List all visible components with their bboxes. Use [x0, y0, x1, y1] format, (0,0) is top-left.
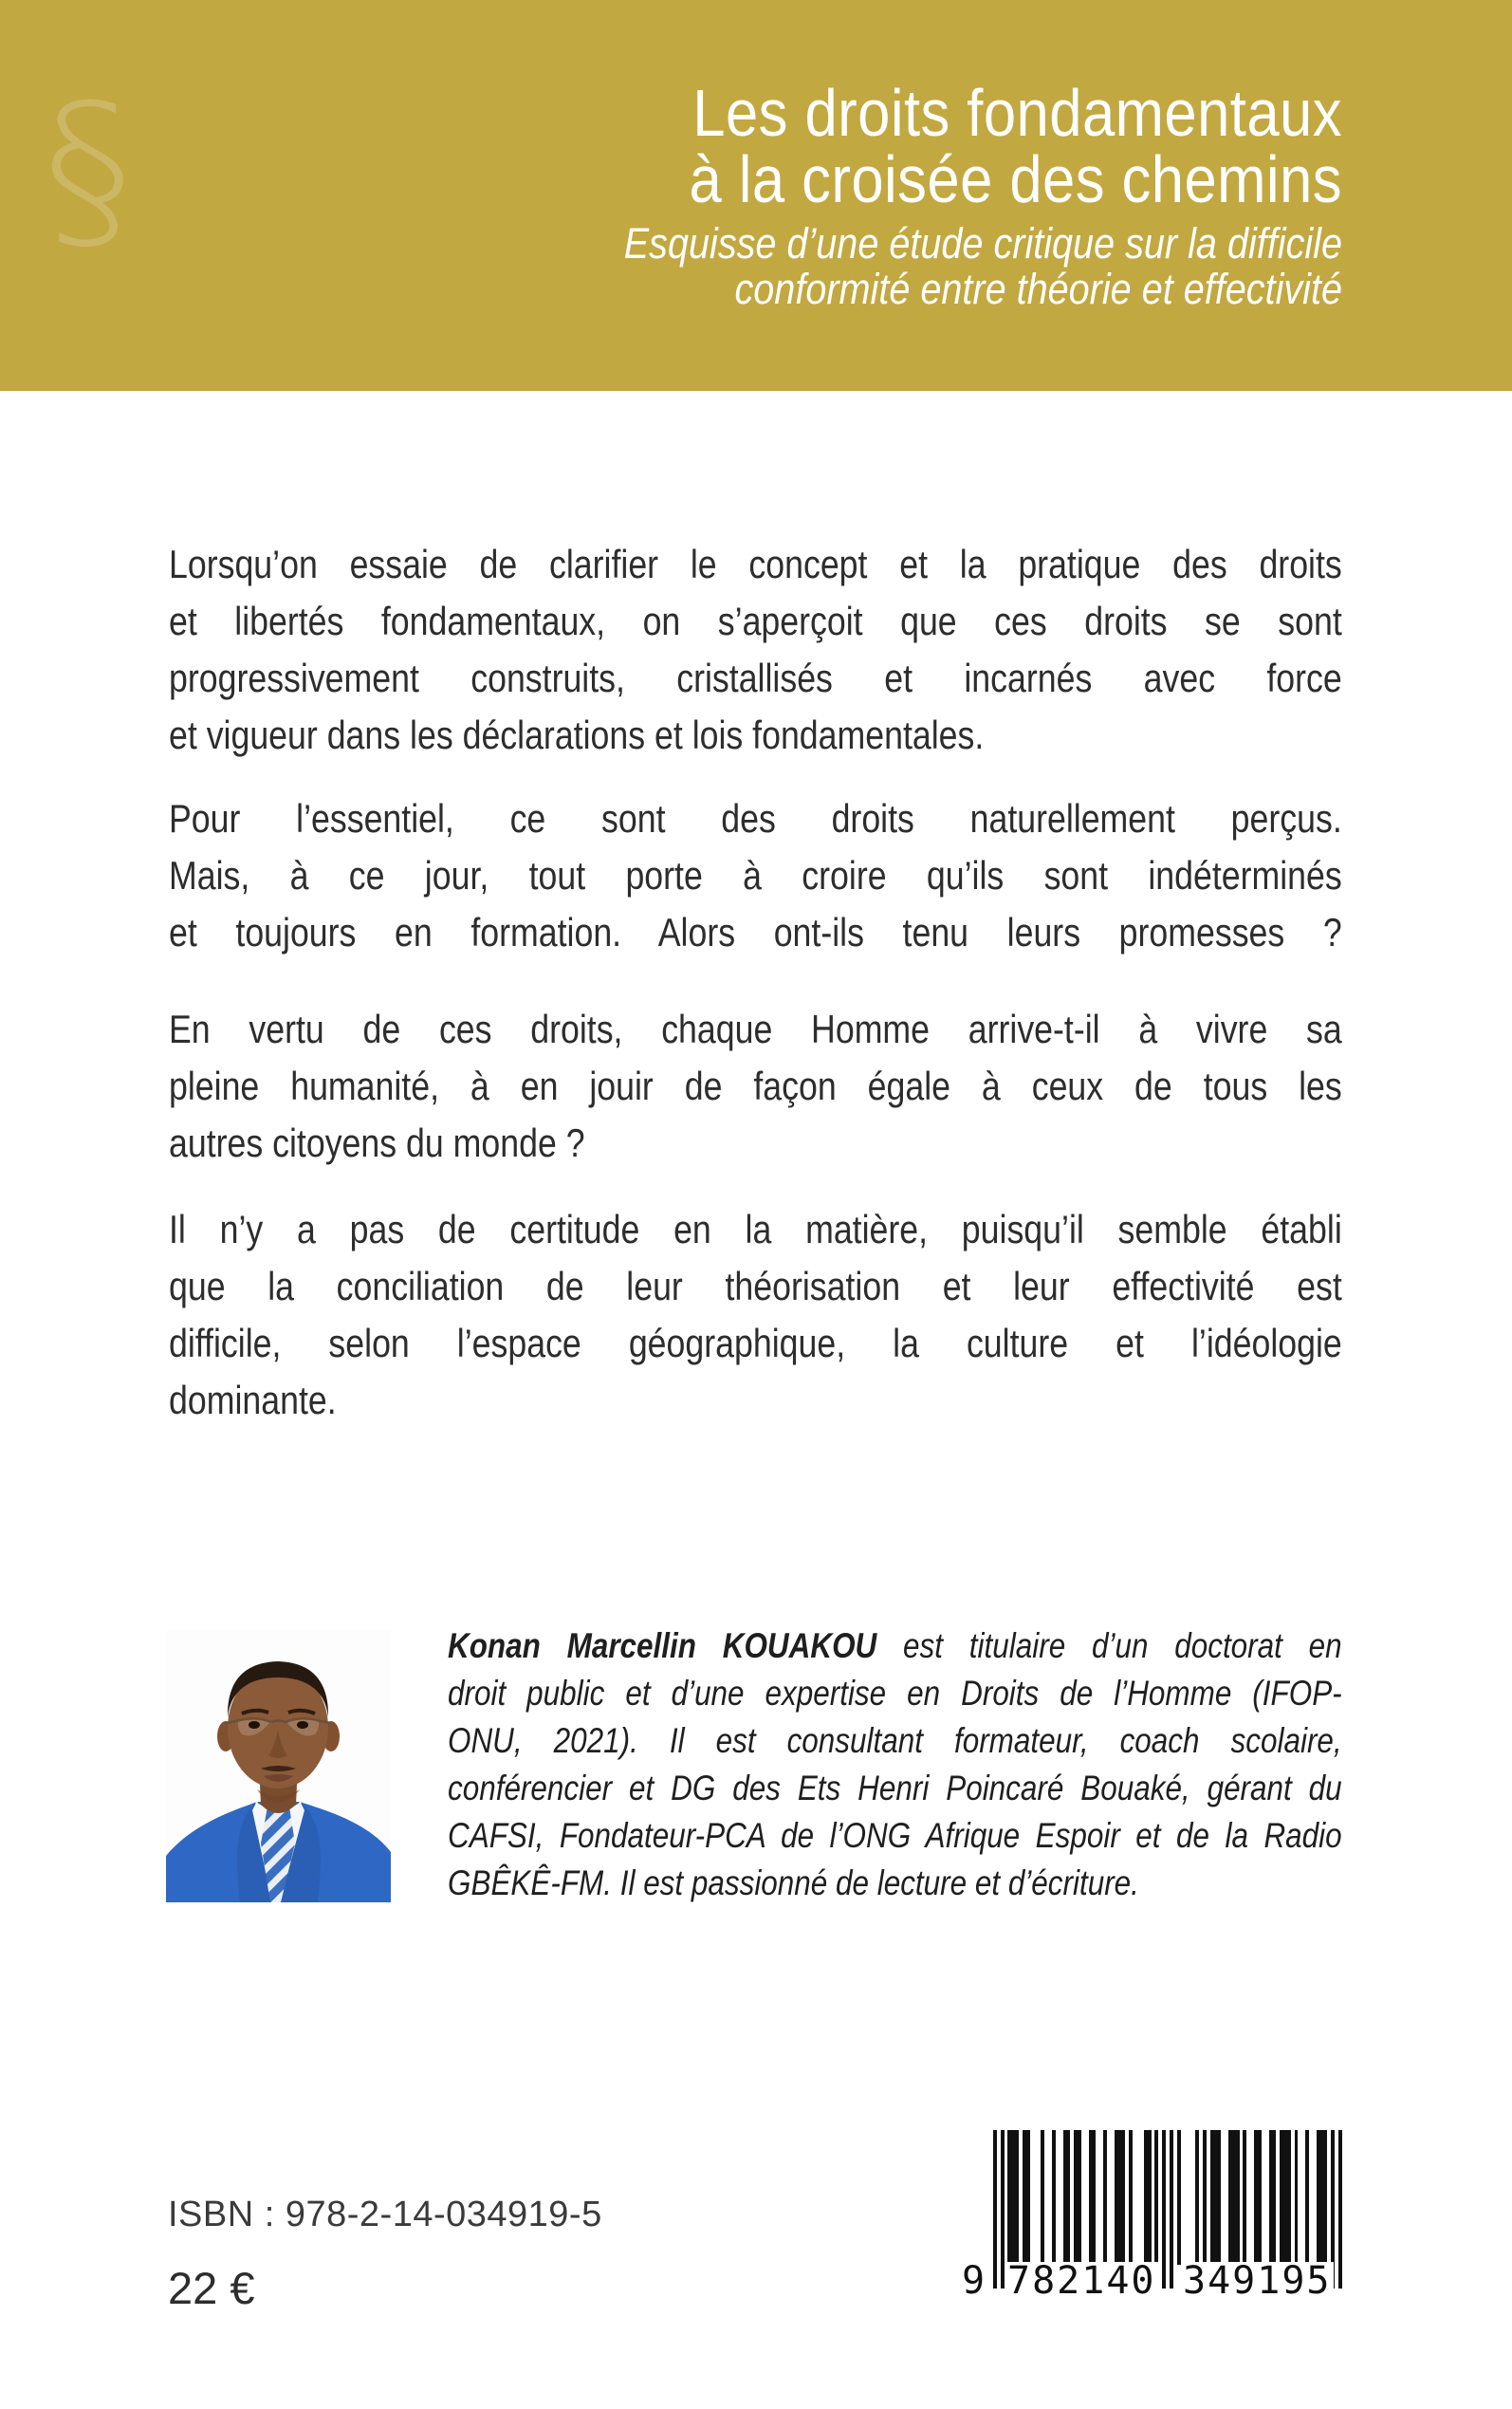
paragraph-line: et libertés fondamentaux, on s’aperçoit que ces droits se sont	[169, 599, 1342, 643]
paragraph-line: progressivement construits, cristallisés et incarnés avec force	[169, 656, 1342, 700]
barcode-bar	[1103, 2130, 1107, 2265]
paragraph-line: Mais, à ce jour, tout porte à croire qu’ils sont indéterminés	[169, 853, 1342, 898]
barcode-bar	[1243, 2130, 1246, 2265]
barcode-bar	[1154, 2130, 1158, 2265]
book-title-line-1: Les droits fondamentaux	[692, 76, 1342, 150]
paragraph-line: autres citoyens du monde ?	[169, 1121, 585, 1165]
paragraph-line: dominante.	[169, 1378, 337, 1422]
paragraph-3	[169, 1001, 1342, 1172]
barcode-bar	[1203, 2130, 1207, 2265]
paragraph-line: Pour l’essentiel, ce sont des droits naturellement perçus.	[169, 796, 1342, 841]
author-photo	[166, 1630, 391, 1902]
bio-line: ONU, 2021). Il est consultant formateur, coach scolaire,	[448, 1721, 1342, 1760]
bio-line: GBÊKÊ-FM. Il est passionné de lecture et d’écriture.	[448, 1863, 1139, 1902]
barcode-bar	[1338, 2130, 1342, 2289]
barcode-bar	[1177, 2130, 1181, 2265]
barcode-bar	[1210, 2130, 1222, 2265]
barcode-right-digits: 349195	[1183, 2259, 1332, 2303]
barcode-bar	[1129, 2130, 1133, 2265]
header-band	[0, 0, 1512, 391]
barcode-bar	[1305, 2130, 1309, 2265]
barcode-bar	[1007, 2130, 1019, 2265]
author-name: Konan Marcellin KOUAKOU	[448, 1626, 877, 1665]
bio-line: CAFSI, Fondateur-PCA de l’ONG Afrique Espoir et de la Radio	[448, 1816, 1342, 1855]
bio-line: droit public et d’une expertise en Droits de l’Homme (IFOP-	[448, 1674, 1342, 1713]
barcode-bar	[1295, 2130, 1299, 2265]
paragraph-line: Il n’y a pas de certitude en la matière, puisqu’il semble établi	[169, 1207, 1342, 1251]
paragraph-2	[169, 790, 1342, 961]
book-subtitle	[424, 221, 1342, 312]
barcode-bar	[1041, 2130, 1044, 2265]
author-bio-text	[448, 1622, 1342, 1907]
paragraph-line: que la conciliation de leur théorisation et leur effectivité est	[169, 1264, 1342, 1308]
paragraph-1	[169, 536, 1342, 764]
paragraph-line: Lorsqu’on essaie de clarifier le concept et la pratique des droits	[169, 542, 1342, 586]
bio-line: conférencier et DG des Ets Henri Poincaré Bouaké, gérant du	[448, 1769, 1342, 1807]
barcode-bar	[1089, 2130, 1097, 2265]
paragraph-4	[169, 1201, 1342, 1429]
paragraph-line: et toujours en formation. Alors ont-ils tenu leurs promesses ?	[169, 910, 1342, 954]
barcode-bar	[1001, 2130, 1005, 2289]
book-title-line-2: à la croisée des chemins	[689, 142, 1342, 216]
bio-line-text: est titulaire d’un doctorat en	[903, 1626, 1342, 1665]
barcode-bar	[1317, 2130, 1328, 2265]
barcode-bar	[1228, 2130, 1240, 2265]
title-block	[424, 76, 1342, 313]
back-cover-text	[169, 536, 1342, 1429]
barcode-left-digits: 782140	[1007, 2259, 1156, 2303]
barcode-bar	[1074, 2130, 1081, 2265]
barcode-bar	[1170, 2130, 1173, 2289]
author-portrait-illustration	[166, 1630, 391, 1902]
paragraph-line: difficile, selon l’espace géographique, la culture et l’idéologie	[169, 1321, 1342, 1365]
bio-line	[448, 1622, 1342, 1670]
barcode-bar	[1115, 2130, 1126, 2265]
barcode-bar	[1023, 2130, 1030, 2265]
book-subtitle-line-1: Esquisse d’une étude critique sur la difficile	[623, 219, 1342, 268]
barcode-leading-digit: 9	[962, 2259, 986, 2303]
price-text: 22 €	[168, 2263, 255, 2313]
barcode-bar	[1280, 2130, 1291, 2265]
barcode-bar	[1162, 2130, 1166, 2289]
barcode-bar	[993, 2130, 997, 2289]
book-subtitle-line-2: conformité entre théorie et effectivité	[734, 265, 1342, 313]
paragraph-line: pleine humanité, à en jouir de façon égale à ceux de tous les	[169, 1064, 1342, 1108]
barcode-bar	[1144, 2130, 1152, 2265]
paragraph-line: En vertu de ces droits, chaque Homme arrive-t-il à vivre sa	[169, 1007, 1342, 1051]
barcode-bar	[1052, 2130, 1056, 2265]
isbn-text: ISBN : 978-2-14-034919-5	[168, 2195, 602, 2234]
barcode-bar	[1195, 2130, 1199, 2265]
barcode-bar	[1063, 2130, 1071, 2265]
barcode-bar	[1269, 2130, 1277, 2265]
barcode-bar	[1254, 2130, 1262, 2265]
section-paragraph-mark: §	[44, 66, 133, 274]
paragraph-line: et vigueur dans les déclarations et lois fondamentales.	[169, 713, 985, 757]
